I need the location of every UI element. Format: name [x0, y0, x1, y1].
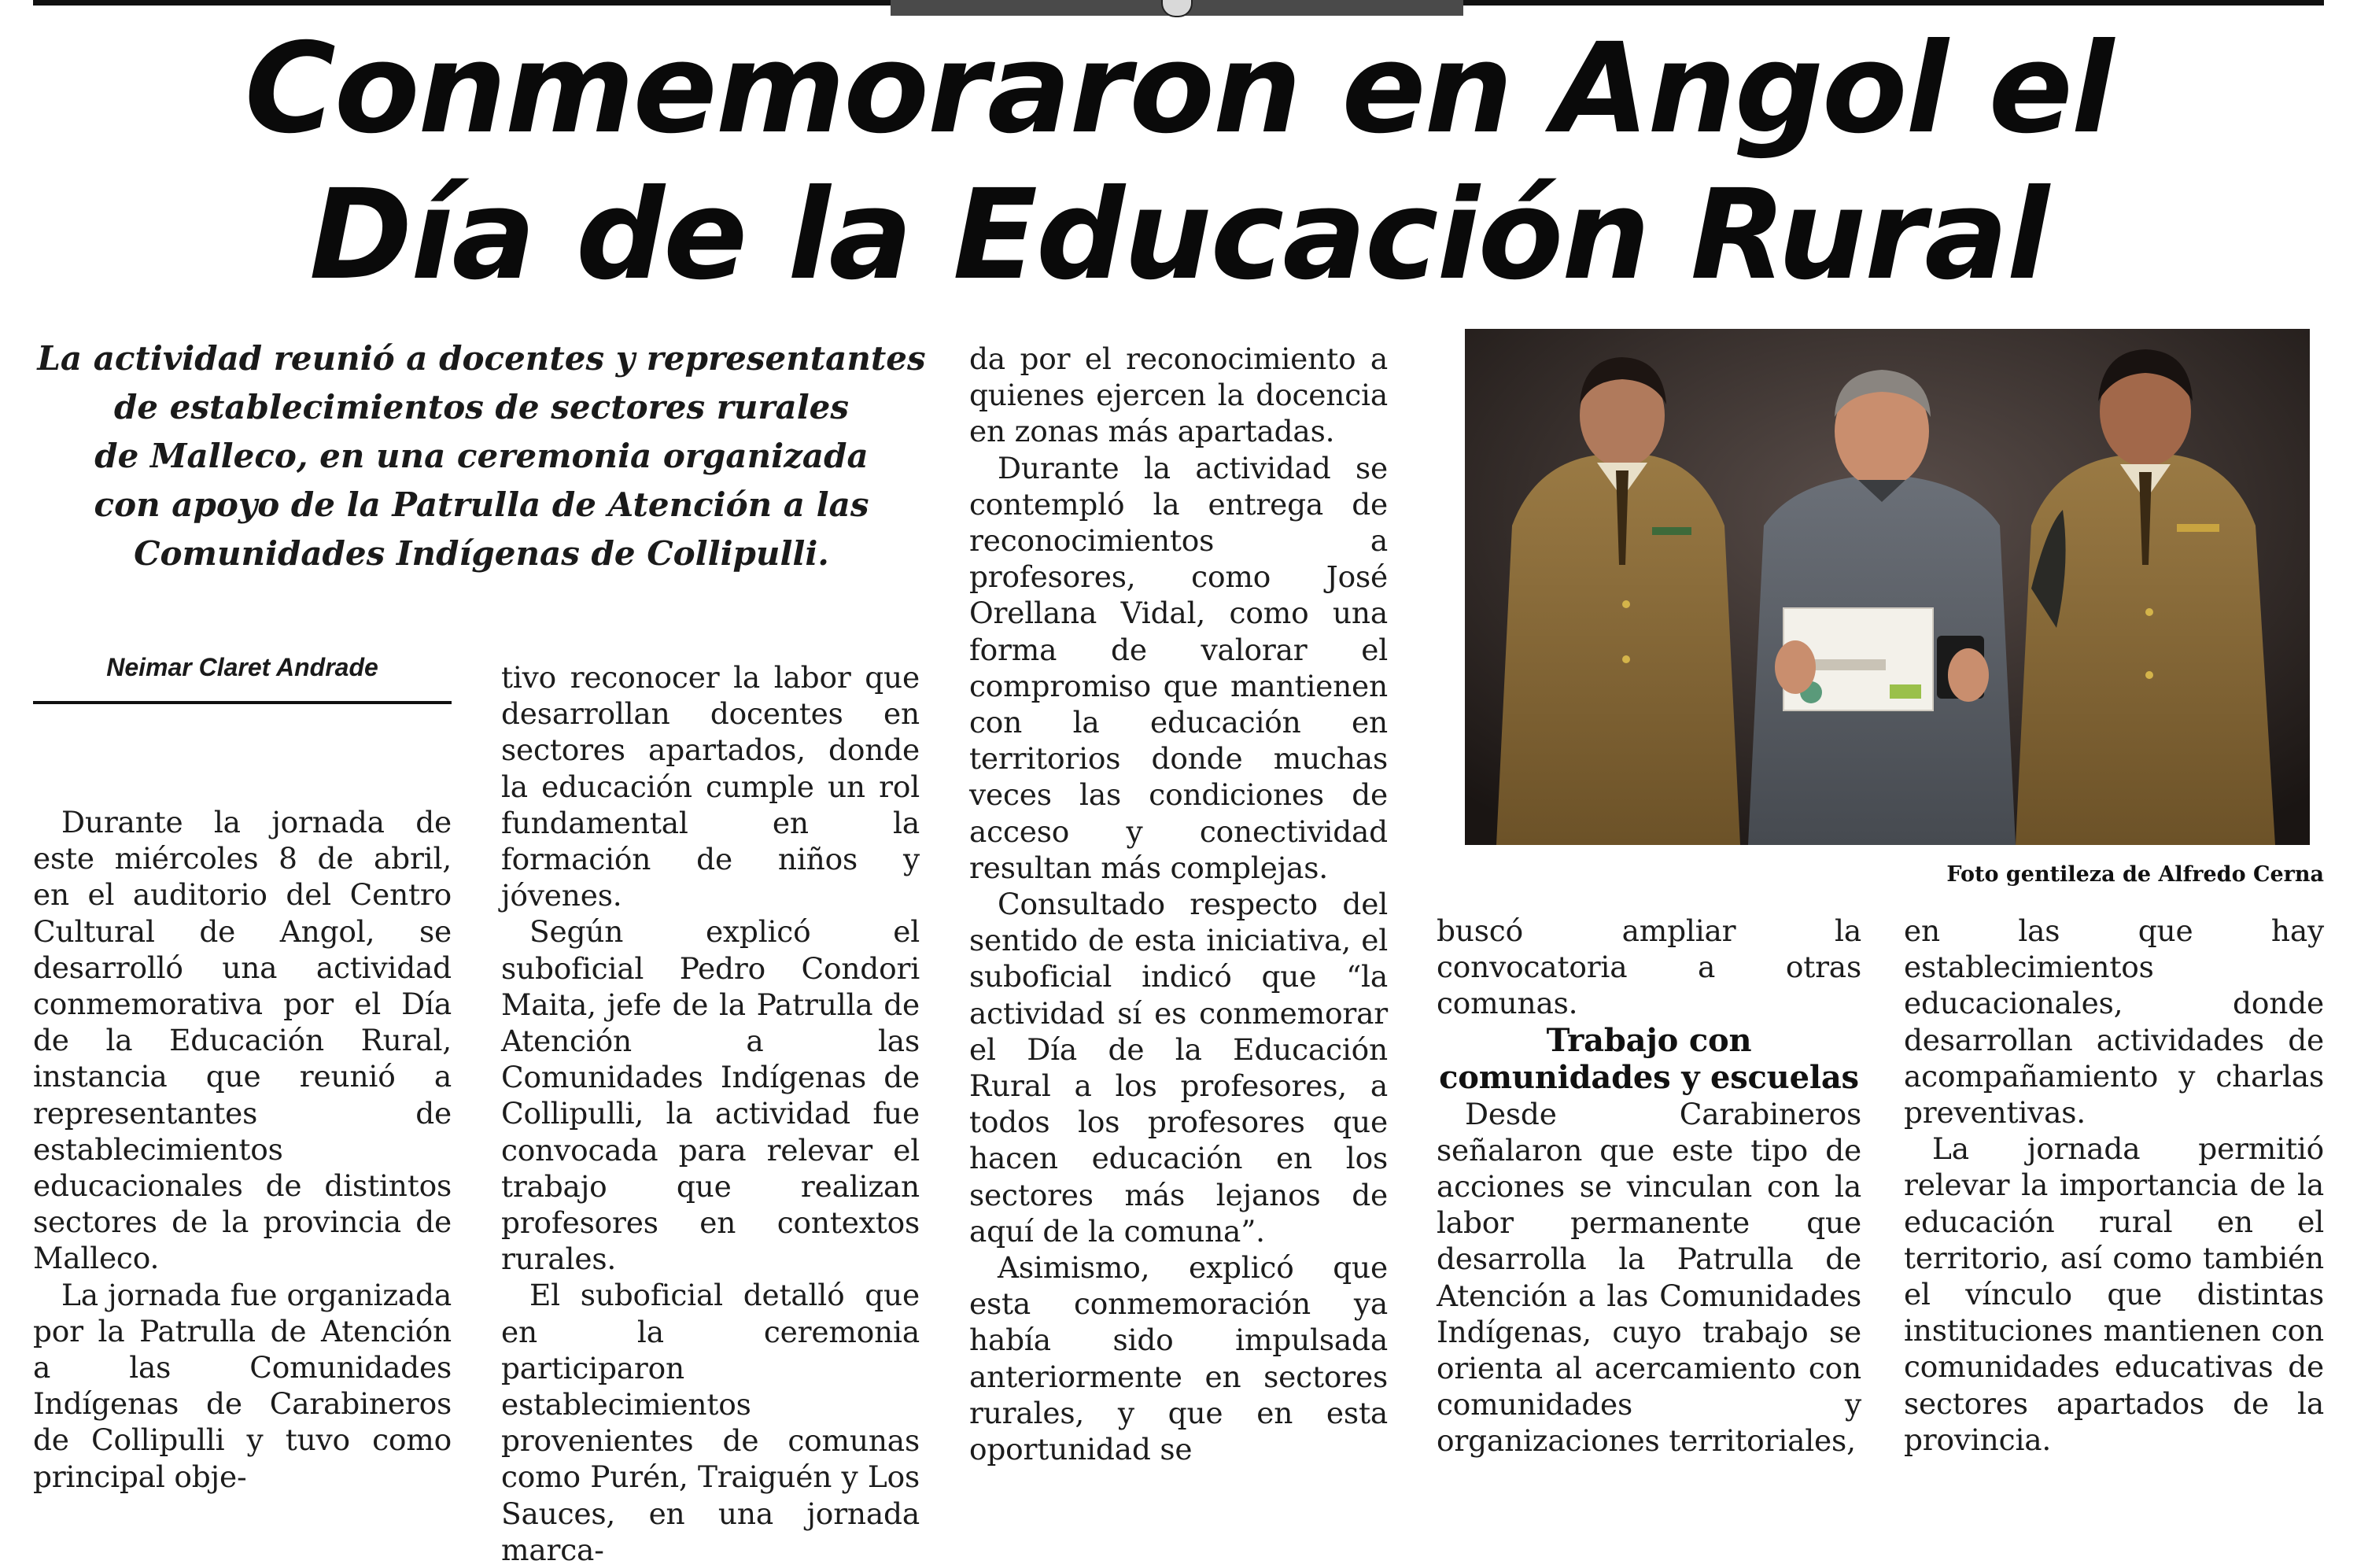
photo-credit: Foto gentileza de Alfredo Cerna — [1946, 862, 2324, 887]
lead-line: de establecimientos de sectores rurales — [113, 388, 850, 426]
lead-line: con apoyo de la Patrulla de Atención a las — [94, 485, 869, 524]
paragraph: Según explicó el suboficial Pedro Condori Maita, jefe de la Patrulla de Atención a las Comunidades Indígenas de Collipulli, la actividad fue convocada para relevar el trabajo que realizan profesores en contextos rurales. — [501, 914, 920, 1277]
author-name: Neimar Claret Andrade — [106, 653, 378, 681]
paragraph: buscó ampliar la convocatoria a otras comunas. — [1437, 913, 1861, 1021]
paragraph: La jornada permitió relevar la importancia de la educación rural en el territorio, así como también el vínculo que distintas instituciones mantienen con comunidades educativas de sectores apartados de la provincia. — [1904, 1131, 2324, 1457]
top-rule-left — [33, 0, 891, 6]
paragraph: Consultado respecto del sentido de esta iniciativa, el suboficial indicó que “la actividad sí es conmemorar el Día de la Educación Rural a los profesores, a todos los profesores que hacen educación en los sectores más lejanos de aquí de la comuna”. — [969, 887, 1388, 1249]
column-5 — [1904, 913, 2324, 1458]
paragraph: La jornada fue organizada por la Patrulla de Atención a las Comunidades Indígenas de Carabineros de Collipulli y tuvo como principal obje- — [33, 1277, 452, 1494]
lead-line: de Malleco, en una ceremonia organizada — [94, 437, 869, 475]
paragraph: tivo reconocer la labor que desarrollan docentes en sectores apartados, donde la educación cumple un rol fundamental en la formación de niños y jóvenes. — [501, 660, 920, 913]
paragraph: El suboficial detalló que en la ceremonia participaron establecimientos provenientes de comunas como Purén, Traiguén y Los Sauces, en una jornada marca- — [501, 1278, 920, 1567]
paragraph: Durante la jornada de este miércoles 8 de abril, en el auditorio del Centro Cultural de Angol, se desarrolló una actividad conmemorativa por el Día de la Educación Rural, instancia que reunió a representantes de establecimientos educacionales de distintos sectores de la provincia de Malleco. — [33, 805, 452, 1276]
paragraph: en las que hay establecimientos educacionales, donde desarrollan actividades de acompañamiento y charlas preventivas. — [1904, 913, 2324, 1131]
headline — [0, 16, 2357, 308]
headline-line-1: Conmemoraron en Angol el — [245, 17, 2112, 161]
column-2 — [501, 659, 920, 1568]
column-4 — [1437, 913, 1861, 1459]
lead-line: La actividad reunió a docentes y representantes — [37, 339, 926, 378]
paragraph: da por el reconocimiento a quienes ejercen la docencia en zonas más apartadas. — [969, 341, 1388, 449]
paragraph: Asimismo, explicó que esta conmemoración ya había sido impulsada anteriormente en sectores rurales, y que en esta oportunidad se — [969, 1250, 1388, 1467]
lead-line: Comunidades Indígenas de Collipulli. — [134, 534, 829, 573]
headline-line-2: Día de la Educación Rural — [309, 163, 2048, 308]
byline — [33, 653, 452, 704]
column-1 — [33, 804, 452, 1495]
photo-illustration — [1465, 329, 2310, 845]
news-photo — [1465, 329, 2310, 845]
paragraph: Desde Carabineros señalaron que este tipo de acciones se vinculan con la labor permanente que desarrolla la Patrulla de Atención a las Comunidades Indígenas, cuyo trabajo se orienta al acercamiento con comunidades y organizaciones territoriales, — [1437, 1096, 1861, 1459]
top-rule-right — [1463, 0, 2324, 6]
lead-paragraph — [33, 334, 930, 578]
subheading: Trabajo con comunidades y escuelas — [1439, 1021, 1859, 1096]
column-3 — [969, 341, 1388, 1467]
paragraph: Durante la actividad se contempló la entrega de reconocimientos a profesores, como José Orellana Vidal, como una forma de valorar el compromiso que mantienen con la educación en territorios donde muchas veces las condiciones de acceso y conectividad resultan más complejas. — [969, 450, 1388, 885]
